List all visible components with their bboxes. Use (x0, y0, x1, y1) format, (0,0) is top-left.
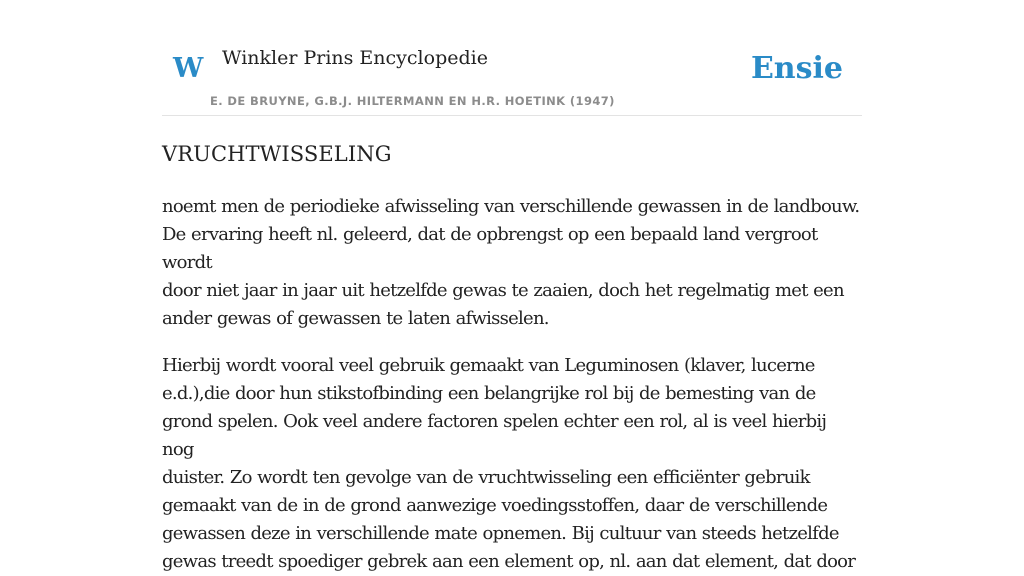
paragraph-line: ander gewas of gewassen te laten afwisselen. (162, 308, 549, 329)
ensie-logo[interactable]: Ensie (750, 51, 843, 86)
paragraph-line: gewas treedt spoediger gebrek aan een element op, nl. aan dat element, dat door (162, 551, 856, 572)
paragraph-line: duister. Zo wordt ten gevolge van de vruchtwisseling een efficiënter gebruik (162, 467, 810, 488)
article (162, 140, 862, 576)
winkler-prins-logo[interactable]: W (173, 53, 204, 84)
paragraph-line: door niet jaar in jaar uit hetzelfde gewas te zaaien, doch het regelmatig met een (162, 280, 844, 301)
paragraph-line: grond spelen. Ook veel andere factoren spelen echter een rol, al is veel hierbij nog (162, 411, 827, 460)
site-header (162, 0, 862, 116)
paragraph-line: Hierbij wordt vooral veel gebruik gemaakt van Leguminosen (klaver, lucerne (162, 355, 815, 376)
paragraph-line: De ervaring heeft nl. geleerd, dat de opbrengst op een bepaald land vergroot wordt (162, 224, 818, 273)
paragraph-line: gemaakt van de in de grond aanwezige voedingsstoffen, daar de verschillende (162, 495, 828, 516)
article-paragraph-1 (162, 193, 862, 333)
paragraph-line: noemt men de periodieke afwisseling van verschillende gewassen in de landbouw. (162, 196, 860, 217)
article-headword: VRUCHTWISSELING (162, 142, 392, 166)
site-title: Winkler Prins Encyclopedie (222, 47, 488, 69)
article-paragraph-2 (162, 352, 862, 576)
authors-line: E. DE BRUYNE, G.B.J. HILTERMANN EN H.R. HOETINK (1947) (210, 94, 615, 108)
paragraph-line: gewassen deze in verschillende mate opnemen. Bij cultuur van steeds hetzelfde (162, 523, 839, 544)
paragraph-line: e.d.),die door hun stikstofbinding een belangrijke rol bij de bemesting van de (162, 383, 816, 404)
